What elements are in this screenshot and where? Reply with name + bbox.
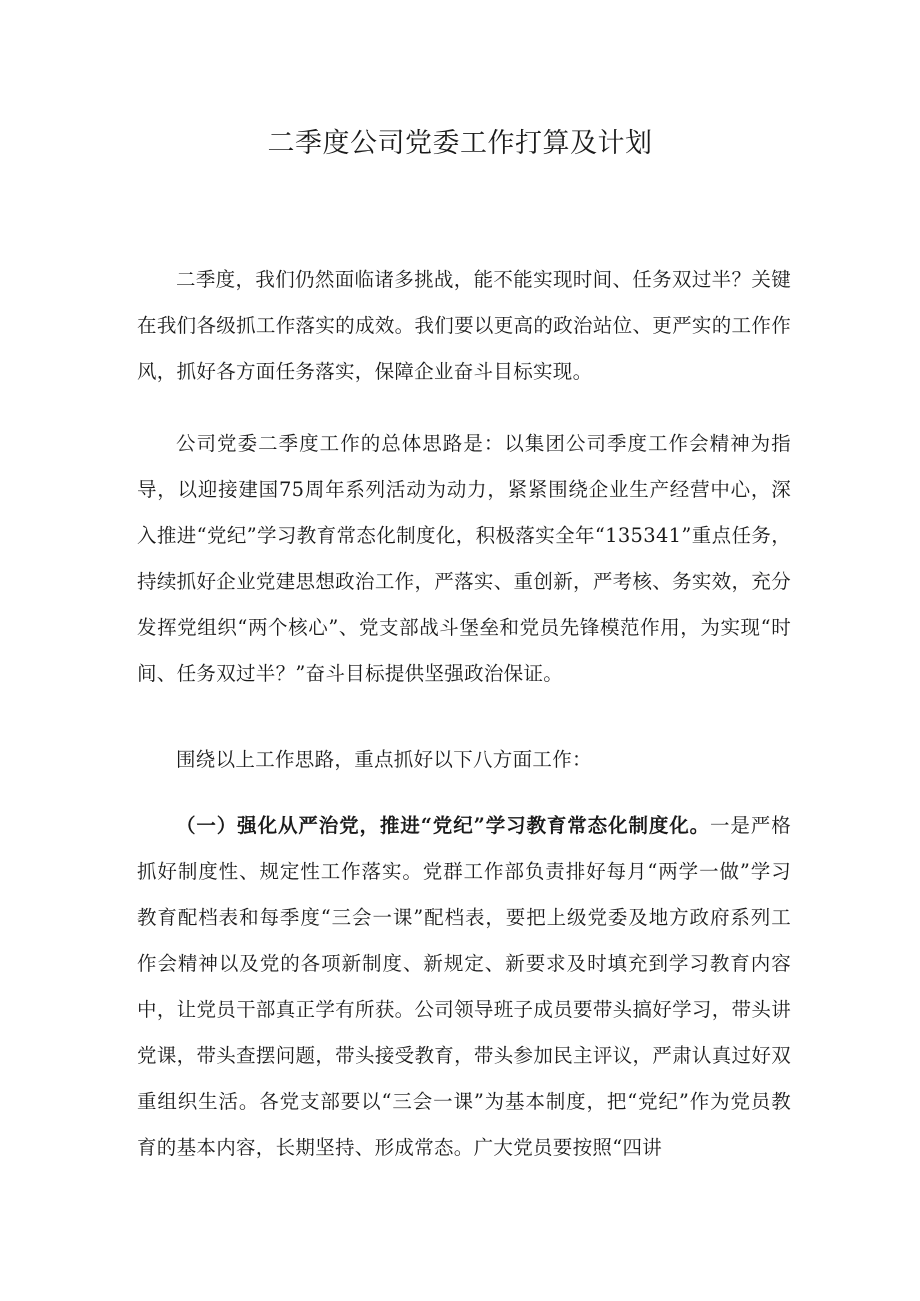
document-title: 二季度公司党委工作打算及计划	[267, 128, 653, 159]
section-one-body: 一是严格抓好制度性、规定性工作落实。党群工作部负责排好每月“两学一做”学习教育配档表和每季度“三会一课”配档表，要把上级党委及地方政府系列工作会精神以及党的各项新制度、新规定、新要求及时填充到学习教育内容中，让党员干部真正学有所获。公司领导班子成员要带头搞好学习，带头讲党课，带头查摆问题，带头接受教育，带头参加民主评议，严肃认真过好双重组织生活。各党支部要以“三会一课”为基本制度，把“党纪”作为党员教育的基本内容，长期坚持、形成常态。广大党员要按照“四讲	[137, 814, 791, 1159]
paragraph-section-one	[137, 803, 791, 1171]
paragraph-intro: 二季度，我们仍然面临诸多挑战，能不能实现时间、任务双过半？关键在我们各级抓工作落实的成效。我们要以更高的政治站位、更严实的工作作风，抓好各方面任务落实，保障企业奋斗目标实现。	[137, 268, 791, 383]
paragraph-focus-areas: 围绕以上工作思路，重点抓好以下八方面工作：	[176, 748, 592, 771]
paragraph-general-approach: 公司党委二季度工作的总体思路是：以集团公司季度工作会精神为指导，以迎接建国75周年系列活动为动力，紧紧围绕企业生产经营中心，深入推进“党纪”学习教育常态化制度化，积极落实全年“135341”重点任务，持续抓好企业党建思想政治工作，严落实、重创新，严考核、务实效，充分发挥党组织“两个核心”、党支部战斗堡垒和党员先锋模范作用，为实现“时间、任务双过半？”奋斗目标提供坚强政治保证。	[137, 432, 791, 685]
section-one-heading: （一）强化从严治党，推进“党纪”学习教育常态化制度化。	[176, 814, 711, 837]
